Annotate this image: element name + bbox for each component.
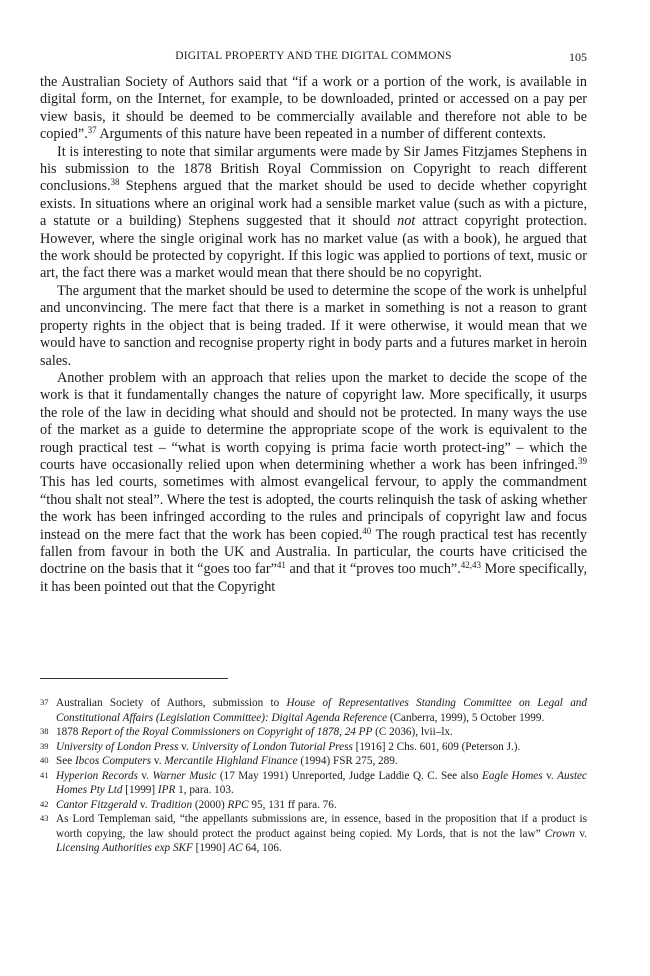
footnote-number: 40: [40, 755, 49, 765]
footnotes: [40, 696, 587, 856]
body-text: [40, 74, 587, 596]
running-title: DIGITAL PROPERTY AND THE DIGITAL COMMONS: [175, 50, 452, 62]
footnote-number: 42: [40, 798, 49, 809]
paragraph-2: It is interesting to note that similar arguments were made by Sir James Fitzjames Stephens in his submission to the 1878 British Royal Commission on Copyright to reach different conclusions.$^{38}$ Stephens argued that the market should be used to decide whether copyright exists. In situations where an original work had a sensible market value (such as with a picture, a statute or a building) Stephens suggested that it should not attract copyright protection. However, where the single original work has no market value (as with a book), he argued that the work should be protected by copyright. If this logic was applied to portions of text, music or art, the fact there was a market would mean that there should be no copyright.: [40, 143, 587, 282]
footnote-number: 41: [40, 769, 49, 780]
paragraph-4: Another problem with an approach that relies upon the market to decide the scope of the work is that it fundamentally changes the nature of copyright law. More specifically, it usurps the role of the law in deciding what should and should not be protected. In many ways the use of the market as a guide to determine the appropriate scope of the work is equivalent to the rough practical test – “what is worth copying is prima facie worth protect-ing” – which the courts have occasionally relied upon when determining whether a work has been infringed.$^{39}$ This has led courts, sometimes with almost evangelical fervour, to apply the commandment “thou shalt not steal”. Where the test is adopted, the courts relinquish the task of asking whether the work has been infringed according to the rules and principals of copyright law and focus instead on the mere fact that the work has been copied.$^{40}$ The rough practical test has recently fallen from favour in both the UK and Australia. In particular, the courts have criticised the doctrine on the basis that it “goes too far”$^{41}$ and that it “proves too much”.$^{42,43}$ More specifically, it has been pointed out that the Copyright: [40, 369, 587, 595]
footnote-ref: 41: [276, 560, 286, 571]
footnote-40: 40 See Ibcos Computers v. Mercantile Highland Finance (1994) FSR 275, 289.: [40, 755, 398, 767]
page-header: [40, 50, 587, 66]
footnote-ref: 42,43: [460, 560, 482, 571]
footnote-ref: 37: [87, 125, 97, 136]
paragraph-1: the Australian Society of Authors said that “if a work or a portion of the work, is available in digital form, on the Internet, for example, to be downloaded, printed or accessed on a pay per view basis, it should be deemed to be commercially available and therefore not able to be copied”.$^{37}$ Arguments of this nature have been repeated in a number of different contexts.: [40, 74, 587, 143]
footnote-39: 39 University of London Press v. University of London Tutorial Press [1916] 2 Chs. 601, 609 (Peterson J.).: [40, 740, 521, 753]
footnote-separator: [40, 678, 228, 679]
footnote-ref: 39: [578, 455, 587, 466]
page-number: 105: [569, 50, 587, 64]
footnote-ref: 40: [362, 525, 372, 536]
footnote-43: 43 As Lord Templeman said, “the appellants submissions are, in essence, based in the proposition that if a product is worth copying, the law should protect the product against being copied. My Lords, that is not the law” Crown v. Licensing Authorities exp SKF [1990] AC 64, 106.: [40, 813, 587, 854]
emphasis: not: [397, 213, 416, 230]
footnote-ref: 38: [110, 177, 120, 188]
footnote-37: 37 Australian Society of Authors, submission to House of Representatives Standing Committee on Legal and Constitutional Affairs (Legislation Committee): Digital Agenda Reference (Canberra, 1999), 5 October 1999.: [40, 697, 587, 724]
footnote-42: 42 Cantor Fitzgerald v. Tradition (2000) RPC 95, 131 ff para. 76.: [40, 798, 337, 811]
footnote-number: 43: [40, 813, 49, 823]
footnote-number: 39: [40, 740, 49, 751]
footnote-number: 37: [40, 697, 49, 707]
footnote-41: 41 Hyperion Records v. Warner Music (17 May 1991) Unreported, Judge Laddie Q. C. See also Eagle Homes v. Austec Homes Pty Ltd [1999] IPR 1, para. 103.: [40, 769, 587, 796]
paragraph-3: The argument that the market should be used to determine the scope of the work is unhelpful and unconvincing. The mere fact that there is a market in something is not a reason to grant property rights in the object that is being traded. If it were otherwise, it would mean that we would have to sanction and recognise property right in body parts and a futures market in heroin sales.: [40, 282, 587, 369]
footnote-38: 38 1878 Report of the Royal Commissioners on Copyright of 1878, 24 PP (C 2036), lvii–lx.: [40, 726, 453, 738]
footnote-number: 38: [40, 726, 49, 736]
